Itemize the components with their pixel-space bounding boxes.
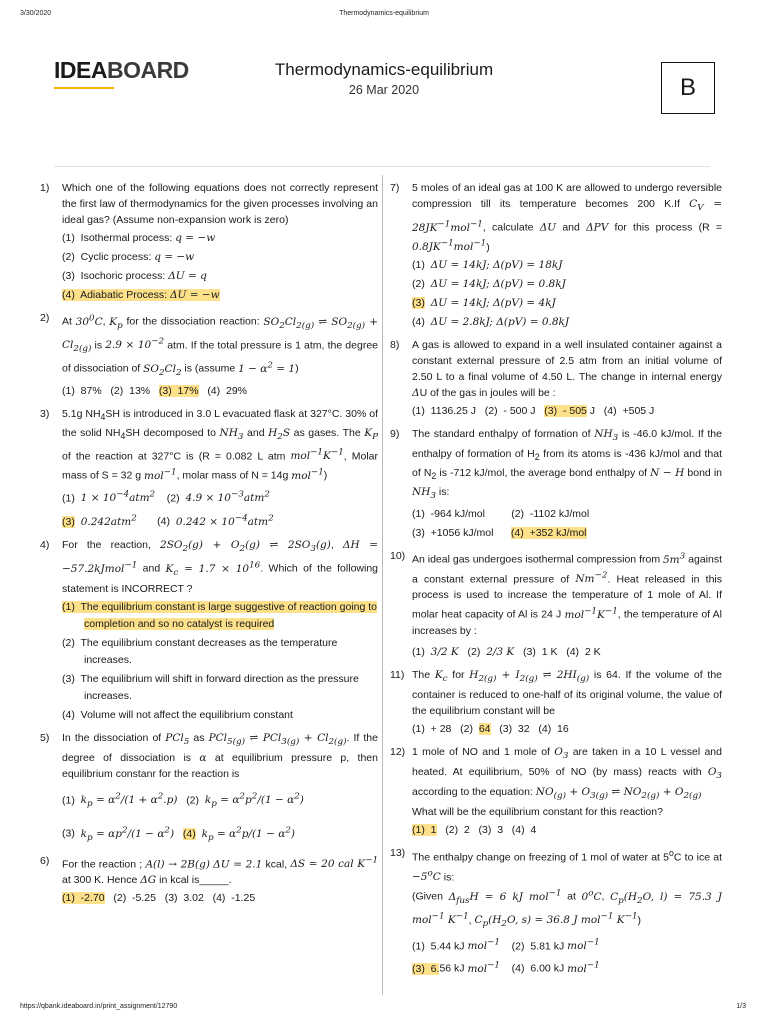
- question-4: 4) For the reaction, $2SO_2(g) + O_2(g)$ ⇌ $2SO_3(g)$, ΔH = −57.2kJmol$^{-1}$ and $K_c = 1.7 \times 10^{16}$. Which of the following statement is INCORRECT ? (1) The equilibrium constant is large suggestive of reaction going to completion and so no catalyst is required (2) The equilibrium constant decreases as the temperature increases. (3) The equilibrium will shift in forward direction as the pressure increases. (4) Volume will not affect the equilibrium constant: [40, 538, 379, 721]
- print-date: 3/30/2020: [20, 10, 52, 17]
- right-column: [390, 180, 722, 984]
- question-3: 3) 5.1g $NH_4SH$ is introduced in 3.0 L evacuated flask at 327°C. 30% of the solid $NH_4SH$ decomposed to $NH_3$ and $H_2S$ as gases. The $K_P$ of the reaction at 327°C is (R = 0.082 L atm $mol^{-1}K^{-1}$, Molar mass of S = 32 g mol$^{-1}$, molar mass of N = 14g mol$^{-1}$) (1) $1 \times 10^{-4}atm^2$ (2) $4.9 \times 10^{-3}atm^2$ (3) 0.242atm$^2$ (4) $0.242 \times 10^{-4}atm^2$: [40, 407, 378, 528]
- footer-page-number: 1/3: [736, 1003, 746, 1010]
- page-date: 26 Mar 2020: [348, 83, 420, 97]
- question-1: 1) Which one of the following equations does not correctly represent the first law of thermodynamics for the given processes involving an ideal gas? (Assume non-expansion work is zero) (1) Isothermal process: q = −w (2) Cyclic process: q = −w (3) Isochoric process: ΔU = q (4) Adiabatic Process: ΔU = −w: [40, 182, 378, 301]
- question-10: 10) An ideal gas undergoes isothermal compression from $5m^3$ against a constant external pressure of $Nm^{-2}$. Heat released in this process is used to increase the temperature of 1 mole of Al. If molar heat capacity of Al is 24 J $mol^{-1}K^{-1}$, the temperature of Al increases by : (1) 3/2 K (2) 2/3 K (3) 1 K (4) 2 K: [390, 550, 723, 658]
- question-7: 7) 5 moles of an ideal gas at 100 K are allowed to undergo reversible compression till its temperature becomes 200 K.If $C_V = 28JK^{-1}mol^{-1}$, calculate ΔU and ΔPV for this process $(R = 0.8JK^{-1}mol^{-1})$ (1) ΔU = 14kJ; Δ(pV) = 18kJ (2) ΔU = 14kJ; Δ(pV) = 0.8kJ (3) ΔU = 14kJ; Δ(pV) = 4kJ (4) ΔU = 2.8kJ; Δ(pV) = 0.8kJ: [390, 182, 723, 329]
- left-column: [40, 180, 378, 913]
- question-8: 8) A gas is allowed to expand in a well insulated container against a constant external pressure of 2.5 atm from an initial volume of 2.50 L to a final volume of 4.50 L. The change in internal energy ΔU of the gas in joules will be : (1) 1136.25 J (2) - 500 J (3) - 505 J (4) +505 J: [390, 339, 722, 418]
- print-tab-title: Thermodynamics-equilibrium: [339, 10, 429, 17]
- footer-url: https://qbank.ideaboard.in/print_assignment/12790: [20, 1003, 178, 1010]
- ideaboard-logo: IDEABOARD: [54, 57, 189, 84]
- divider: [54, 166, 710, 167]
- question-12: 12) 1 mole of NO and 1 mole of $O_3$ are taken in a 10 L vessel and heated. At equilibrium, 50% of NO (by mass) reacts with $O_3$ according to the equation: $NO_{(g)} + O_{3(g)}$ ⇌ $NO_{2(g)} + O_{2(g)}$ What will be the equilibrium constant for this reaction? (1) 1 (2) 2 (3) 3 (4) 4: [390, 746, 722, 837]
- question-2: 2) At $30^0C$, $K_p$ for the dissociation reaction: $SO_2Cl_{2(g)}$ ⇌ $SO_{2(g)} + Cl_{2(g)}$ is $2.9 \times 10^{-2}$ atm. If the total pressure is 1 atm, the degree of dissociation of $SO_2Cl_2$ is (assume $1 - \alpha^2 = 1$) (1) 87% (2) 13% (3) 17% (4) 29%: [40, 312, 379, 397]
- question-9: 9) The standard enthalpy of formation of $NH_3$ is -46.0 kJ/mol. If the enthalpy of formation of $H_2$ from its atoms is -436 kJ/mol and that of $N_2$ is -712 kJ/mol, the average bond enthalpy of N − H bond in $NH_3$ is: (1) -964 kJ/mol (2) -1102 kJ/mol (3) +1056 kJ/mol (4) +352 kJ/mol: [390, 428, 722, 540]
- question-6: 6) For the reaction ; A(l) → 2B(g) ΔU = 2.1 kcal, ΔS = 20 cal $K^{-1}$ at 300 K. Hence ΔG in kcal is_____. (1) -2.70 (2) -5.25 (3) 3.02 (4) -1.25: [40, 854, 379, 905]
- question-11: 11) The $K_c$ for $H_{2(g)} + I_{2(g)}$ ⇌ $2HI_{(g)}$ is 64. If the volume of the container is reduced to one-half of its original volume, the value of the equilibrium constant will be (1) + 28 (2) 64 (3) 32 (4) 16: [390, 668, 722, 736]
- question-13: 13) The enthalpy change on freezing of 1 mol of water at 5$^o$C to ice at $-5^oC$ is: (Given $\Delta_{fus}H = 6$ kJ mol$^{-1}$ at 0$^o$C, $C_p(H_2O$, l) = 75.3 J mol$^{-1}$ $K^{-1}$, $C_p(H_2O$, s) = 36.8 J mol$^{-1}$ $K^{-1}$) (1) 5.44 kJ mol$^{-1}$ (2) 5.81 kJ mol$^{-1}$ (3) 6.56 kJ mol$^{-1}$ (4) 6.00 kJ mol$^{-1}$: [390, 847, 722, 975]
- set-letter: B: [661, 62, 715, 114]
- question-5: 5) In the dissociation of PCl$_5$ as PCl$_{5(g)}$ ⇌ $PCl_{3(g)} + Cl_{2(g)}$. If the degree of dissociation is α at equilibrium pressure p, then equilibrium constanr for the reaction is (1) $k_p = \alpha^2/(1 + \alpha^2.p)$ (2) $k_p = \alpha^2p^2/(1 - \alpha^2)$ (3) $k_p = \alpha p^2/(1 - \alpha^2)$ (4) $k_p = \alpha^2p/(1 - \alpha^2)$: [40, 731, 378, 843]
- column-divider: [382, 175, 383, 995]
- page-title: Thermodynamics-equilibrium: [274, 60, 494, 79]
